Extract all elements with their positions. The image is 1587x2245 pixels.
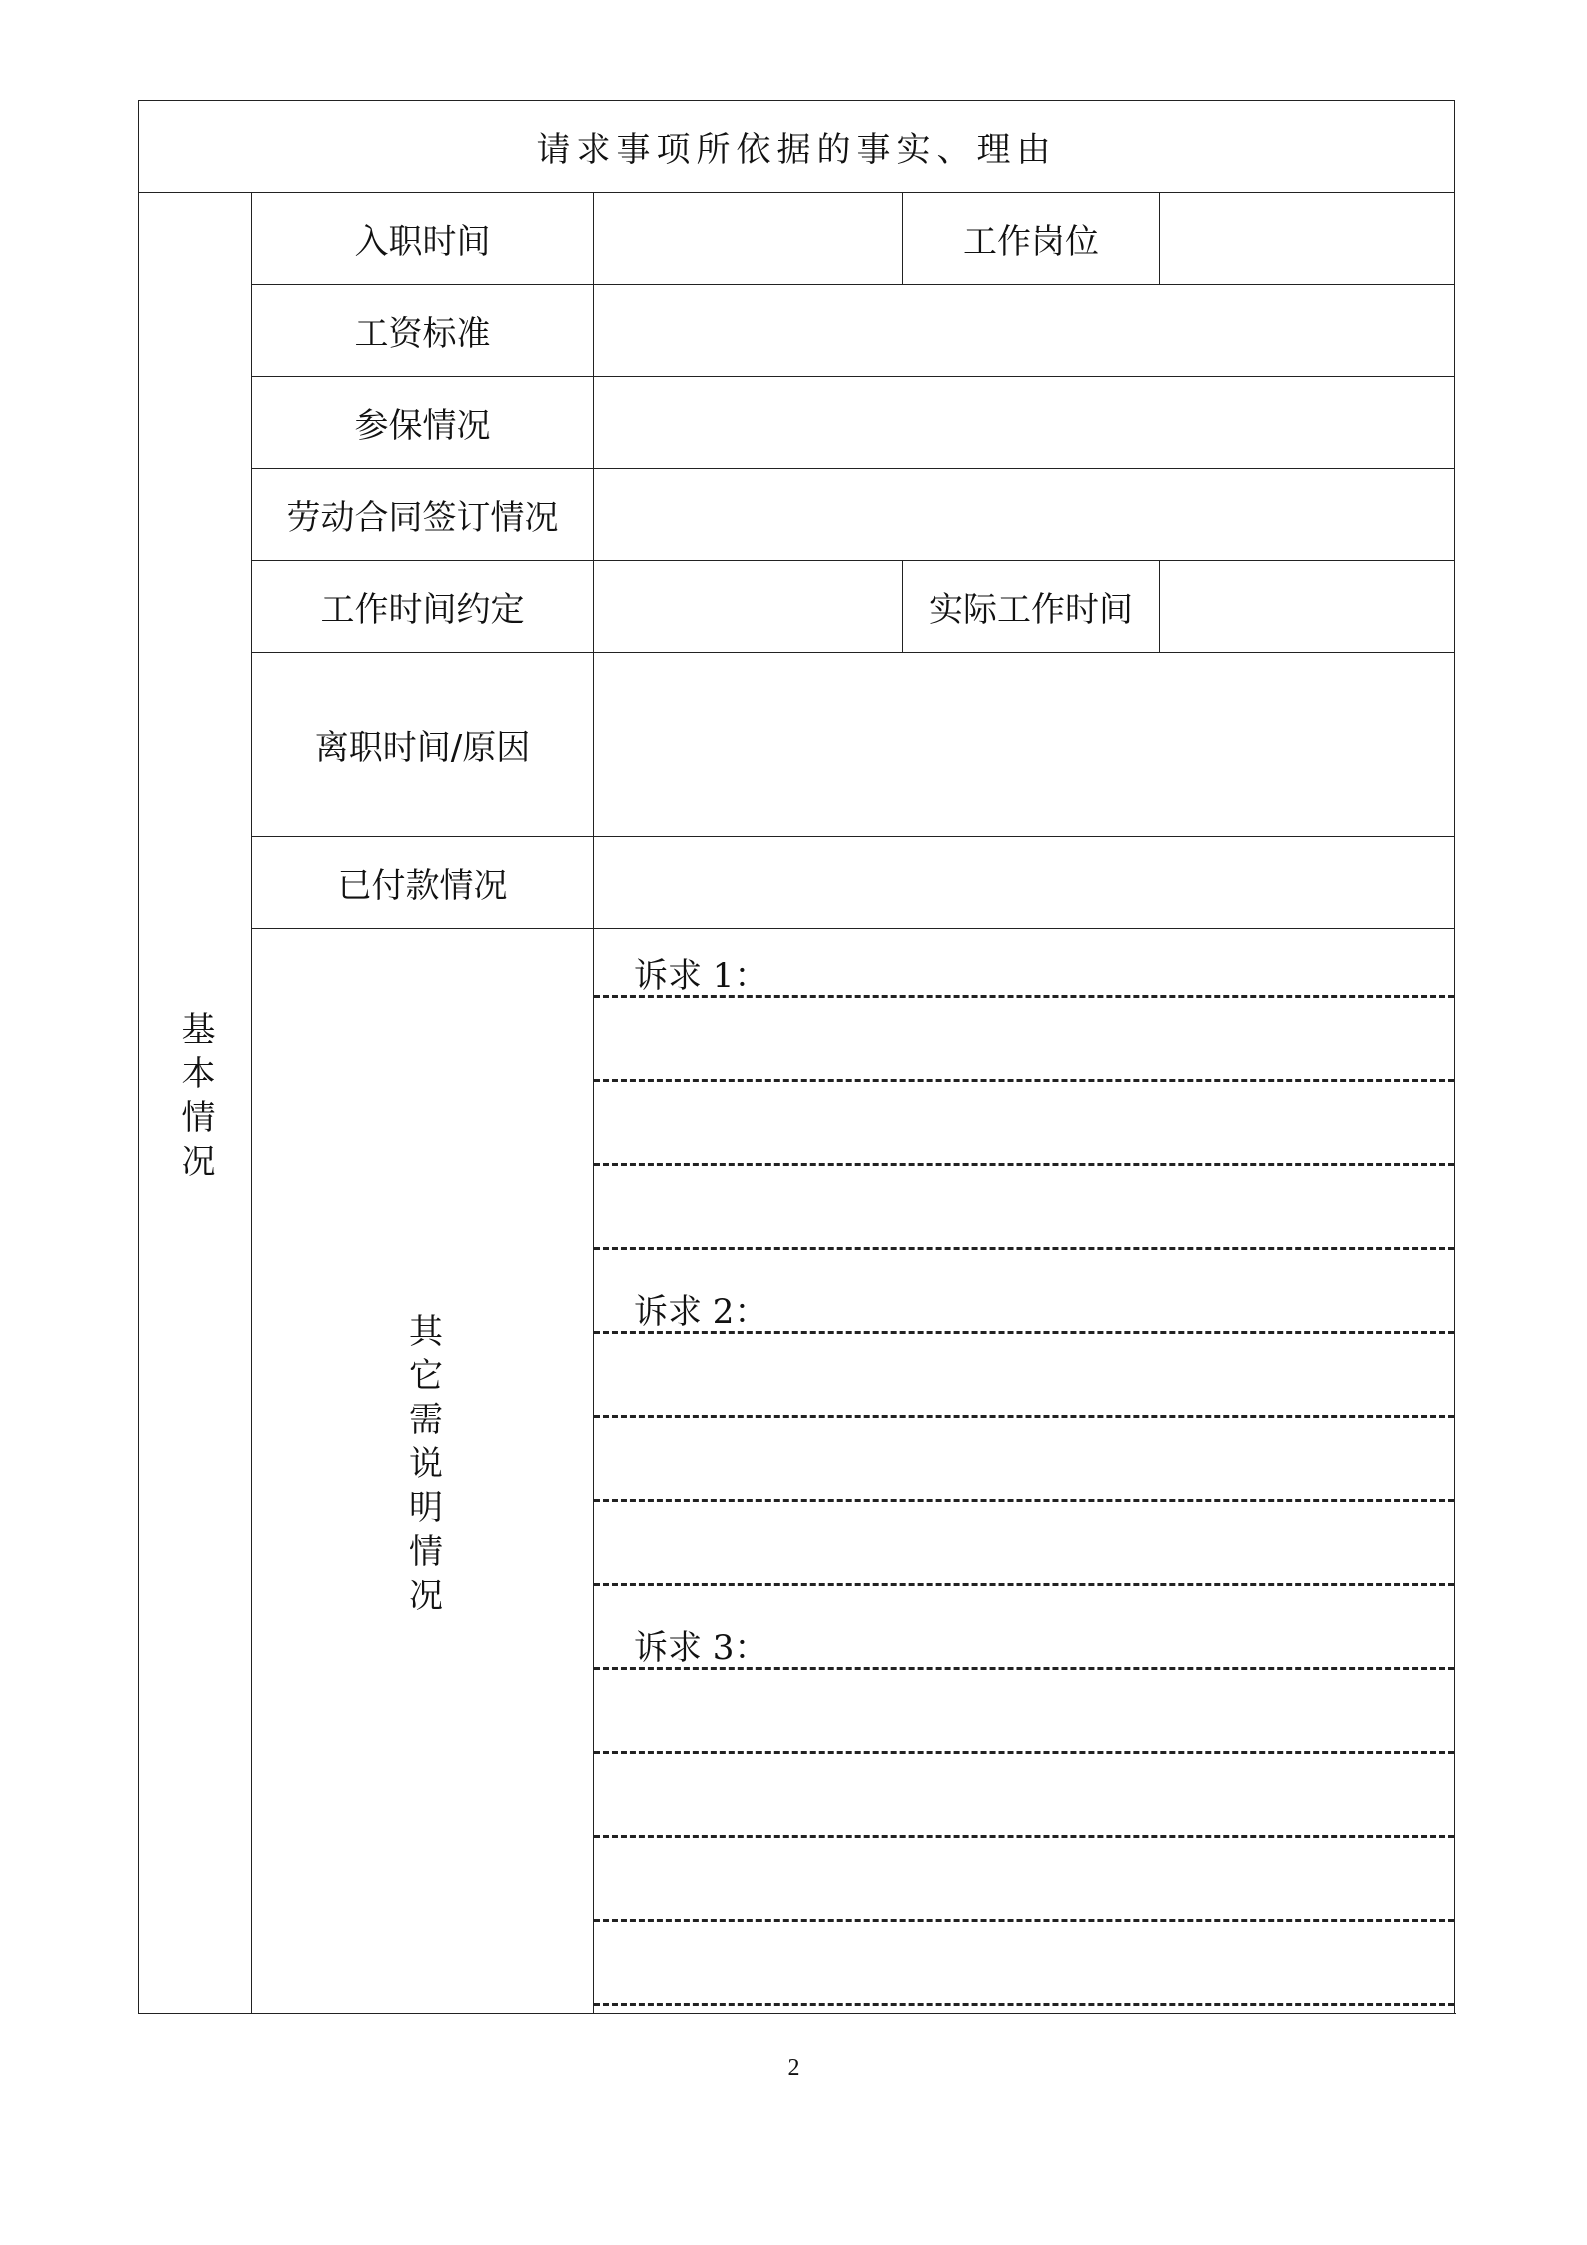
writing-line[interactable]	[594, 1166, 1454, 1250]
claim-1-line[interactable]	[594, 936, 1454, 998]
contract-label: 劳动合同签订情况	[252, 469, 594, 561]
agreed-hours-label: 工作时间约定	[252, 561, 594, 653]
contract-field[interactable]	[594, 469, 1455, 561]
claim-3-line[interactable]	[594, 1586, 1454, 1670]
insurance-label: 参保情况	[252, 377, 594, 469]
writing-line[interactable]	[594, 998, 1454, 1082]
claim-2-title: 诉求 2：	[634, 1292, 769, 1332]
paid-field[interactable]	[594, 837, 1455, 929]
actual-hours-label: 实际工作时间	[903, 561, 1160, 653]
claim-2-line[interactable]	[594, 1250, 1454, 1334]
claim-facts-table	[138, 100, 1455, 2014]
writing-line[interactable]	[594, 1838, 1454, 1922]
actual-hours-field[interactable]	[1160, 561, 1455, 653]
hire-date-field[interactable]	[594, 193, 903, 285]
claim-3-title: 诉求 3：	[634, 1628, 769, 1668]
writing-line[interactable]	[594, 1754, 1454, 1838]
writing-line[interactable]	[594, 1502, 1454, 1586]
hire-date-label: 入职时间	[252, 193, 594, 285]
basic-section-label: 基本情况	[175, 1010, 215, 1187]
other-section-label: 其它需说明情况	[402, 1312, 443, 1621]
claim-1-title: 诉求 1：	[634, 956, 769, 996]
writing-line[interactable]	[594, 1082, 1454, 1166]
writing-line[interactable]	[594, 1418, 1454, 1502]
writing-line[interactable]	[594, 1922, 1454, 2006]
salary-field[interactable]	[594, 285, 1455, 377]
salary-label: 工资标准	[252, 285, 594, 377]
paid-label: 已付款情况	[252, 837, 594, 929]
basic-section-cell	[139, 193, 252, 2014]
insurance-field[interactable]	[594, 377, 1455, 469]
claims-area[interactable]	[594, 929, 1455, 2014]
page-number: 2	[787, 2055, 800, 2081]
leave-label: 离职时间/原因	[252, 653, 594, 837]
position-field[interactable]	[1160, 193, 1455, 285]
other-section-cell	[252, 929, 594, 2014]
agreed-hours-field[interactable]	[594, 561, 903, 653]
writing-line[interactable]	[594, 1670, 1454, 1754]
writing-line[interactable]	[594, 1334, 1454, 1418]
leave-field[interactable]	[594, 653, 1455, 837]
form-title: 请求事项所依据的事实、理由	[139, 101, 1455, 193]
position-label: 工作岗位	[903, 193, 1160, 285]
